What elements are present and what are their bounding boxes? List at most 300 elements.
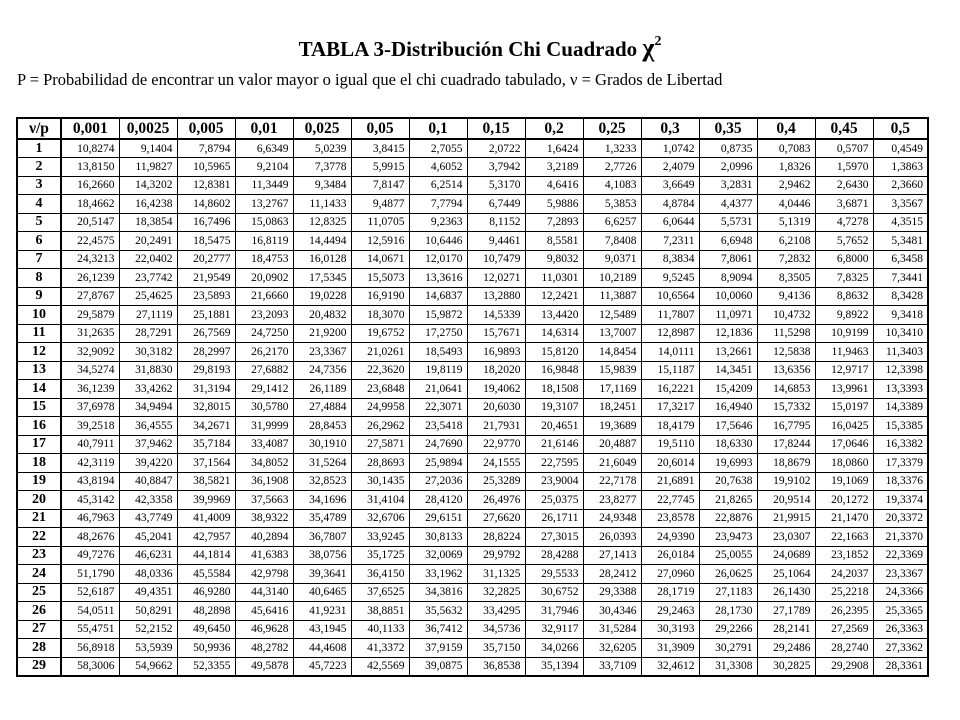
- value-cell: 26,3363: [873, 620, 928, 639]
- degrees-of-freedom-cell: 6: [17, 232, 61, 251]
- value-cell: 15,1187: [641, 361, 699, 380]
- value-cell: 12,9717: [815, 361, 873, 380]
- value-cell: 21,7931: [467, 417, 525, 436]
- value-cell: 27,1183: [699, 583, 757, 602]
- degrees-of-freedom-cell: 1: [17, 139, 61, 158]
- value-cell: 37,5663: [235, 491, 293, 510]
- value-cell: 41,3372: [351, 639, 409, 658]
- value-cell: 6,2514: [409, 176, 467, 195]
- table-row: [17, 546, 928, 565]
- value-cell: 13,8150: [61, 158, 119, 177]
- value-cell: 16,4238: [119, 195, 177, 214]
- value-cell: 27,5871: [351, 435, 409, 454]
- table-row: [17, 213, 928, 232]
- value-cell: 46,6231: [119, 546, 177, 565]
- value-cell: 24,3366: [873, 583, 928, 602]
- value-cell: 31,7946: [525, 602, 583, 621]
- value-cell: 52,2152: [119, 620, 177, 639]
- value-cell: 9,0371: [583, 250, 641, 269]
- value-cell: 20,4887: [583, 435, 641, 454]
- value-cell: 4,6416: [525, 176, 583, 195]
- value-cell: 17,1169: [583, 380, 641, 399]
- value-cell: 24,2037: [815, 565, 873, 584]
- value-cell: 49,6450: [177, 620, 235, 639]
- value-cell: 15,3385: [873, 417, 928, 436]
- degrees-of-freedom-cell: 10: [17, 306, 61, 325]
- value-cell: 27,8767: [61, 287, 119, 306]
- chi-exponent: 2: [654, 34, 662, 49]
- value-cell: 41,4009: [177, 509, 235, 528]
- value-cell: 7,2893: [525, 213, 583, 232]
- title-text: TABLA 3-Distribución Chi Cuadrado: [298, 37, 638, 61]
- column-header: 0,4: [757, 118, 815, 139]
- column-header: 0,15: [467, 118, 525, 139]
- page-title: [0, 33, 960, 63]
- value-cell: 9,4461: [467, 232, 525, 251]
- value-cell: 14,5339: [467, 306, 525, 325]
- value-cell: 6,8000: [815, 250, 873, 269]
- value-cell: 20,2777: [177, 250, 235, 269]
- value-cell: 30,4346: [583, 602, 641, 621]
- value-cell: 31,1325: [467, 565, 525, 584]
- value-cell: 20,7638: [699, 472, 757, 491]
- value-cell: 18,4662: [61, 195, 119, 214]
- value-cell: 15,7671: [467, 324, 525, 343]
- value-cell: 3,3567: [873, 195, 928, 214]
- value-cell: 16,2660: [61, 176, 119, 195]
- value-cell: 54,0511: [61, 602, 119, 621]
- value-cell: 34,2671: [177, 417, 235, 436]
- value-cell: 20,1272: [815, 491, 873, 510]
- degrees-of-freedom-cell: 23: [17, 546, 61, 565]
- value-cell: 25,4625: [119, 287, 177, 306]
- value-cell: 22,3620: [351, 361, 409, 380]
- degrees-of-freedom-cell: 21: [17, 509, 61, 528]
- value-cell: 26,1189: [293, 380, 351, 399]
- degrees-of-freedom-cell: 5: [17, 213, 61, 232]
- value-cell: 2,9462: [757, 176, 815, 195]
- value-cell: 26,1430: [757, 583, 815, 602]
- value-cell: 13,2767: [235, 195, 293, 214]
- value-cell: 3,7942: [467, 158, 525, 177]
- value-cell: 7,8061: [699, 250, 757, 269]
- value-cell: 58,3006: [61, 657, 119, 676]
- value-cell: 9,8922: [815, 306, 873, 325]
- value-cell: 2,6430: [815, 176, 873, 195]
- value-cell: 9,1404: [119, 139, 177, 158]
- value-cell: 22,4575: [61, 232, 119, 251]
- value-cell: 24,0689: [757, 546, 815, 565]
- value-cell: 45,7223: [293, 657, 351, 676]
- value-cell: 3,6871: [815, 195, 873, 214]
- value-cell: 28,3361: [873, 657, 928, 676]
- degrees-of-freedom-cell: 13: [17, 361, 61, 380]
- value-cell: 22,8876: [699, 509, 757, 528]
- table-row: [17, 454, 928, 473]
- table-row: [17, 583, 928, 602]
- value-cell: 18,4753: [235, 250, 293, 269]
- value-cell: 42,7957: [177, 528, 235, 547]
- value-cell: 46,7963: [61, 509, 119, 528]
- value-cell: 26,2962: [351, 417, 409, 436]
- value-cell: 52,6187: [61, 583, 119, 602]
- value-cell: 13,6356: [757, 361, 815, 380]
- value-cell: 15,8120: [525, 343, 583, 362]
- degrees-of-freedom-cell: 18: [17, 454, 61, 473]
- value-cell: 31,8830: [119, 361, 177, 380]
- value-cell: 14,3202: [119, 176, 177, 195]
- value-cell: 8,3428: [873, 287, 928, 306]
- value-cell: 11,0301: [525, 269, 583, 288]
- value-cell: 30,5780: [235, 398, 293, 417]
- value-cell: 22,7745: [641, 491, 699, 510]
- value-cell: 36,4150: [351, 565, 409, 584]
- value-cell: 28,7291: [119, 324, 177, 343]
- value-cell: 39,0875: [409, 657, 467, 676]
- table-row: [17, 639, 928, 658]
- value-cell: 23,8578: [641, 509, 699, 528]
- value-cell: 32,9117: [525, 620, 583, 639]
- value-cell: 23,9004: [525, 472, 583, 491]
- value-cell: 31,3308: [699, 657, 757, 676]
- table-row: [17, 657, 928, 676]
- value-cell: 24,7250: [235, 324, 293, 343]
- value-cell: 0,8735: [699, 139, 757, 158]
- value-cell: 15,9839: [583, 361, 641, 380]
- value-cell: 18,8679: [757, 454, 815, 473]
- value-cell: 18,6330: [699, 435, 757, 454]
- value-cell: 33,1962: [409, 565, 467, 584]
- degrees-of-freedom-cell: 11: [17, 324, 61, 343]
- value-cell: 24,3213: [61, 250, 119, 269]
- table-row: [17, 509, 928, 528]
- value-cell: 39,2518: [61, 417, 119, 436]
- value-cell: 19,9102: [757, 472, 815, 491]
- value-cell: 30,1910: [293, 435, 351, 454]
- value-cell: 14,6837: [409, 287, 467, 306]
- corner-header: ν/p: [17, 118, 61, 139]
- value-cell: 1,0742: [641, 139, 699, 158]
- value-cell: 44,4608: [293, 639, 351, 658]
- value-cell: 45,5584: [177, 565, 235, 584]
- value-cell: 36,7807: [293, 528, 351, 547]
- value-cell: 29,2486: [757, 639, 815, 658]
- value-cell: 23,5418: [409, 417, 467, 436]
- value-cell: 43,8194: [61, 472, 119, 491]
- value-cell: 14,8454: [583, 343, 641, 362]
- value-cell: 4,6052: [409, 158, 467, 177]
- value-cell: 1,3863: [873, 158, 928, 177]
- value-cell: 24,9390: [641, 528, 699, 547]
- value-cell: 29,9792: [467, 546, 525, 565]
- value-cell: 44,3140: [235, 583, 293, 602]
- value-cell: 46,9628: [235, 620, 293, 639]
- table-row: [17, 176, 928, 195]
- value-cell: 25,3289: [467, 472, 525, 491]
- value-cell: 30,3193: [641, 620, 699, 639]
- table-row: [17, 250, 928, 269]
- value-cell: 10,6446: [409, 232, 467, 251]
- value-cell: 51,1790: [61, 565, 119, 584]
- value-cell: 52,3355: [177, 657, 235, 676]
- value-cell: 29,2266: [699, 620, 757, 639]
- value-cell: 14,6314: [525, 324, 583, 343]
- value-cell: 41,9231: [293, 602, 351, 621]
- value-cell: 14,8602: [177, 195, 235, 214]
- value-cell: 31,5264: [293, 454, 351, 473]
- value-cell: 12,5916: [351, 232, 409, 251]
- value-cell: 29,6151: [409, 509, 467, 528]
- value-cell: 25,3365: [873, 602, 928, 621]
- value-cell: 5,7652: [815, 232, 873, 251]
- degrees-of-freedom-cell: 17: [17, 435, 61, 454]
- value-cell: 20,5147: [61, 213, 119, 232]
- table-row: [17, 491, 928, 510]
- value-cell: 11,3449: [235, 176, 293, 195]
- value-cell: 13,2880: [467, 287, 525, 306]
- value-cell: 1,8326: [757, 158, 815, 177]
- value-cell: 1,5970: [815, 158, 873, 177]
- table-row: [17, 398, 928, 417]
- value-cell: 19,3374: [873, 491, 928, 510]
- value-cell: 32,8523: [293, 472, 351, 491]
- value-cell: 49,7276: [61, 546, 119, 565]
- value-cell: 40,7911: [61, 435, 119, 454]
- table-row: [17, 139, 928, 158]
- value-cell: 22,0402: [119, 250, 177, 269]
- value-cell: 43,1945: [293, 620, 351, 639]
- value-cell: 42,5569: [351, 657, 409, 676]
- table-caption: P = Probabilidad de encontrar un valor mayor o igual que el chi cuadrado tabulado, ν = Grados de Libertad: [17, 70, 723, 89]
- column-header: 0,35: [699, 118, 757, 139]
- value-cell: 31,2635: [61, 324, 119, 343]
- value-cell: 35,5632: [409, 602, 467, 621]
- value-cell: 16,0425: [815, 417, 873, 436]
- table-row: [17, 306, 928, 325]
- table-row: [17, 602, 928, 621]
- value-cell: 32,4612: [641, 657, 699, 676]
- value-cell: 22,3071: [409, 398, 467, 417]
- value-cell: 27,2569: [815, 620, 873, 639]
- value-cell: 27,2036: [409, 472, 467, 491]
- value-cell: 20,4832: [293, 306, 351, 325]
- value-cell: 22,1663: [815, 528, 873, 547]
- value-cell: 11,0705: [351, 213, 409, 232]
- value-cell: 20,2491: [119, 232, 177, 251]
- value-cell: 21,6049: [583, 454, 641, 473]
- value-cell: 1,3233: [583, 139, 641, 158]
- degrees-of-freedom-cell: 19: [17, 472, 61, 491]
- value-cell: 38,9322: [235, 509, 293, 528]
- value-cell: 29,2463: [641, 602, 699, 621]
- value-cell: 30,2825: [757, 657, 815, 676]
- value-cell: 18,4179: [641, 417, 699, 436]
- value-cell: 34,8052: [235, 454, 293, 473]
- value-cell: 18,3854: [119, 213, 177, 232]
- column-header: 0,3: [641, 118, 699, 139]
- column-header: 0,45: [815, 118, 873, 139]
- value-cell: 14,3451: [699, 361, 757, 380]
- column-header: 0,1: [409, 118, 467, 139]
- table-row: [17, 287, 928, 306]
- value-cell: 56,8918: [61, 639, 119, 658]
- value-cell: 36,1908: [235, 472, 293, 491]
- value-cell: 25,0375: [525, 491, 583, 510]
- value-cell: 27,1413: [583, 546, 641, 565]
- value-cell: 0,5707: [815, 139, 873, 158]
- table-row: [17, 472, 928, 491]
- table-row: [17, 324, 928, 343]
- value-cell: 28,1719: [641, 583, 699, 602]
- value-cell: 17,3217: [641, 398, 699, 417]
- value-cell: 7,7794: [409, 195, 467, 214]
- value-cell: 14,3389: [873, 398, 928, 417]
- value-cell: 9,4136: [757, 287, 815, 306]
- value-cell: 9,4877: [351, 195, 409, 214]
- value-cell: 17,2750: [409, 324, 467, 343]
- value-cell: 32,6706: [351, 509, 409, 528]
- value-cell: 1,6424: [525, 139, 583, 158]
- value-cell: 15,5073: [351, 269, 409, 288]
- value-cell: 12,0271: [467, 269, 525, 288]
- value-cell: 28,2412: [583, 565, 641, 584]
- value-cell: 30,1435: [351, 472, 409, 491]
- chi-square-table: [16, 117, 929, 677]
- value-cell: 20,0902: [235, 269, 293, 288]
- degrees-of-freedom-cell: 24: [17, 565, 61, 584]
- value-cell: 36,1239: [61, 380, 119, 399]
- value-cell: 44,1814: [177, 546, 235, 565]
- value-cell: 15,4209: [699, 380, 757, 399]
- value-cell: 11,9827: [119, 158, 177, 177]
- table-row: [17, 343, 928, 362]
- value-cell: 28,2740: [815, 639, 873, 658]
- value-cell: 14,6853: [757, 380, 815, 399]
- value-cell: 25,1881: [177, 306, 235, 325]
- value-cell: 28,4288: [525, 546, 583, 565]
- value-cell: 18,2451: [583, 398, 641, 417]
- value-cell: 22,7178: [583, 472, 641, 491]
- value-cell: 34,0266: [525, 639, 583, 658]
- column-header: 0,05: [351, 118, 409, 139]
- value-cell: 14,0111: [641, 343, 699, 362]
- value-cell: 28,2997: [177, 343, 235, 362]
- value-cell: 32,9092: [61, 343, 119, 362]
- value-cell: 11,9463: [815, 343, 873, 362]
- value-cell: 11,7807: [641, 306, 699, 325]
- degrees-of-freedom-cell: 4: [17, 195, 61, 214]
- value-cell: 10,3410: [873, 324, 928, 343]
- value-cell: 7,8325: [815, 269, 873, 288]
- value-cell: 31,3194: [177, 380, 235, 399]
- value-cell: 39,3641: [293, 565, 351, 584]
- value-cell: 9,3484: [293, 176, 351, 195]
- degrees-of-freedom-cell: 26: [17, 602, 61, 621]
- value-cell: 24,7356: [293, 361, 351, 380]
- value-cell: 33,9245: [351, 528, 409, 547]
- value-cell: 33,4087: [235, 435, 293, 454]
- value-cell: 21,6660: [235, 287, 293, 306]
- value-cell: 8,3834: [641, 250, 699, 269]
- value-cell: 21,9549: [177, 269, 235, 288]
- value-cell: 4,0446: [757, 195, 815, 214]
- value-cell: 3,6649: [641, 176, 699, 195]
- value-cell: 5,3481: [873, 232, 928, 251]
- value-cell: 13,7007: [583, 324, 641, 343]
- table-row: [17, 232, 928, 251]
- value-cell: 40,8847: [119, 472, 177, 491]
- value-cell: 11,1433: [293, 195, 351, 214]
- table-row: [17, 158, 928, 177]
- value-cell: 13,2661: [699, 343, 757, 362]
- table-row: [17, 435, 928, 454]
- value-cell: 50,8291: [119, 602, 177, 621]
- value-cell: 30,8133: [409, 528, 467, 547]
- value-cell: 36,8538: [467, 657, 525, 676]
- value-cell: 49,5878: [235, 657, 293, 676]
- column-header: 0,5: [873, 118, 928, 139]
- value-cell: 55,4751: [61, 620, 119, 639]
- value-cell: 21,1470: [815, 509, 873, 528]
- value-cell: 0,4549: [873, 139, 928, 158]
- value-cell: 20,6014: [641, 454, 699, 473]
- value-cell: 18,2020: [467, 361, 525, 380]
- value-cell: 26,2395: [815, 602, 873, 621]
- value-cell: 14,4494: [293, 232, 351, 251]
- value-cell: 46,9280: [177, 583, 235, 602]
- value-cell: 4,8784: [641, 195, 699, 214]
- value-cell: 12,8987: [641, 324, 699, 343]
- value-cell: 19,0228: [293, 287, 351, 306]
- value-cell: 16,8119: [235, 232, 293, 251]
- value-cell: 16,7795: [757, 417, 815, 436]
- value-cell: 16,2221: [641, 380, 699, 399]
- value-cell: 7,8408: [583, 232, 641, 251]
- value-cell: 41,6383: [235, 546, 293, 565]
- table-row: [17, 417, 928, 436]
- value-cell: 37,9159: [409, 639, 467, 658]
- value-cell: 12,1836: [699, 324, 757, 343]
- value-cell: 27,3362: [873, 639, 928, 658]
- column-header: 0,2: [525, 118, 583, 139]
- value-cell: 27,4884: [293, 398, 351, 417]
- value-cell: 7,8794: [177, 139, 235, 158]
- value-cell: 9,3418: [873, 306, 928, 325]
- value-cell: 28,4120: [409, 491, 467, 510]
- value-cell: 12,8381: [177, 176, 235, 195]
- value-cell: 22,3369: [873, 546, 928, 565]
- value-cell: 13,3393: [873, 380, 928, 399]
- value-cell: 13,4420: [525, 306, 583, 325]
- value-cell: 8,9094: [699, 269, 757, 288]
- value-cell: 24,9348: [583, 509, 641, 528]
- value-cell: 35,1725: [351, 546, 409, 565]
- value-cell: 50,9936: [177, 639, 235, 658]
- value-cell: 33,7109: [583, 657, 641, 676]
- value-cell: 29,5533: [525, 565, 583, 584]
- value-cell: 23,7742: [119, 269, 177, 288]
- value-cell: 16,4940: [699, 398, 757, 417]
- value-cell: 31,5284: [583, 620, 641, 639]
- value-cell: 34,5736: [467, 620, 525, 639]
- value-cell: 23,9473: [699, 528, 757, 547]
- value-cell: 39,4220: [119, 454, 177, 473]
- value-cell: 45,3142: [61, 491, 119, 510]
- value-cell: 2,7055: [409, 139, 467, 158]
- value-cell: 23,0307: [757, 528, 815, 547]
- value-cell: 48,0336: [119, 565, 177, 584]
- value-cell: 15,7332: [757, 398, 815, 417]
